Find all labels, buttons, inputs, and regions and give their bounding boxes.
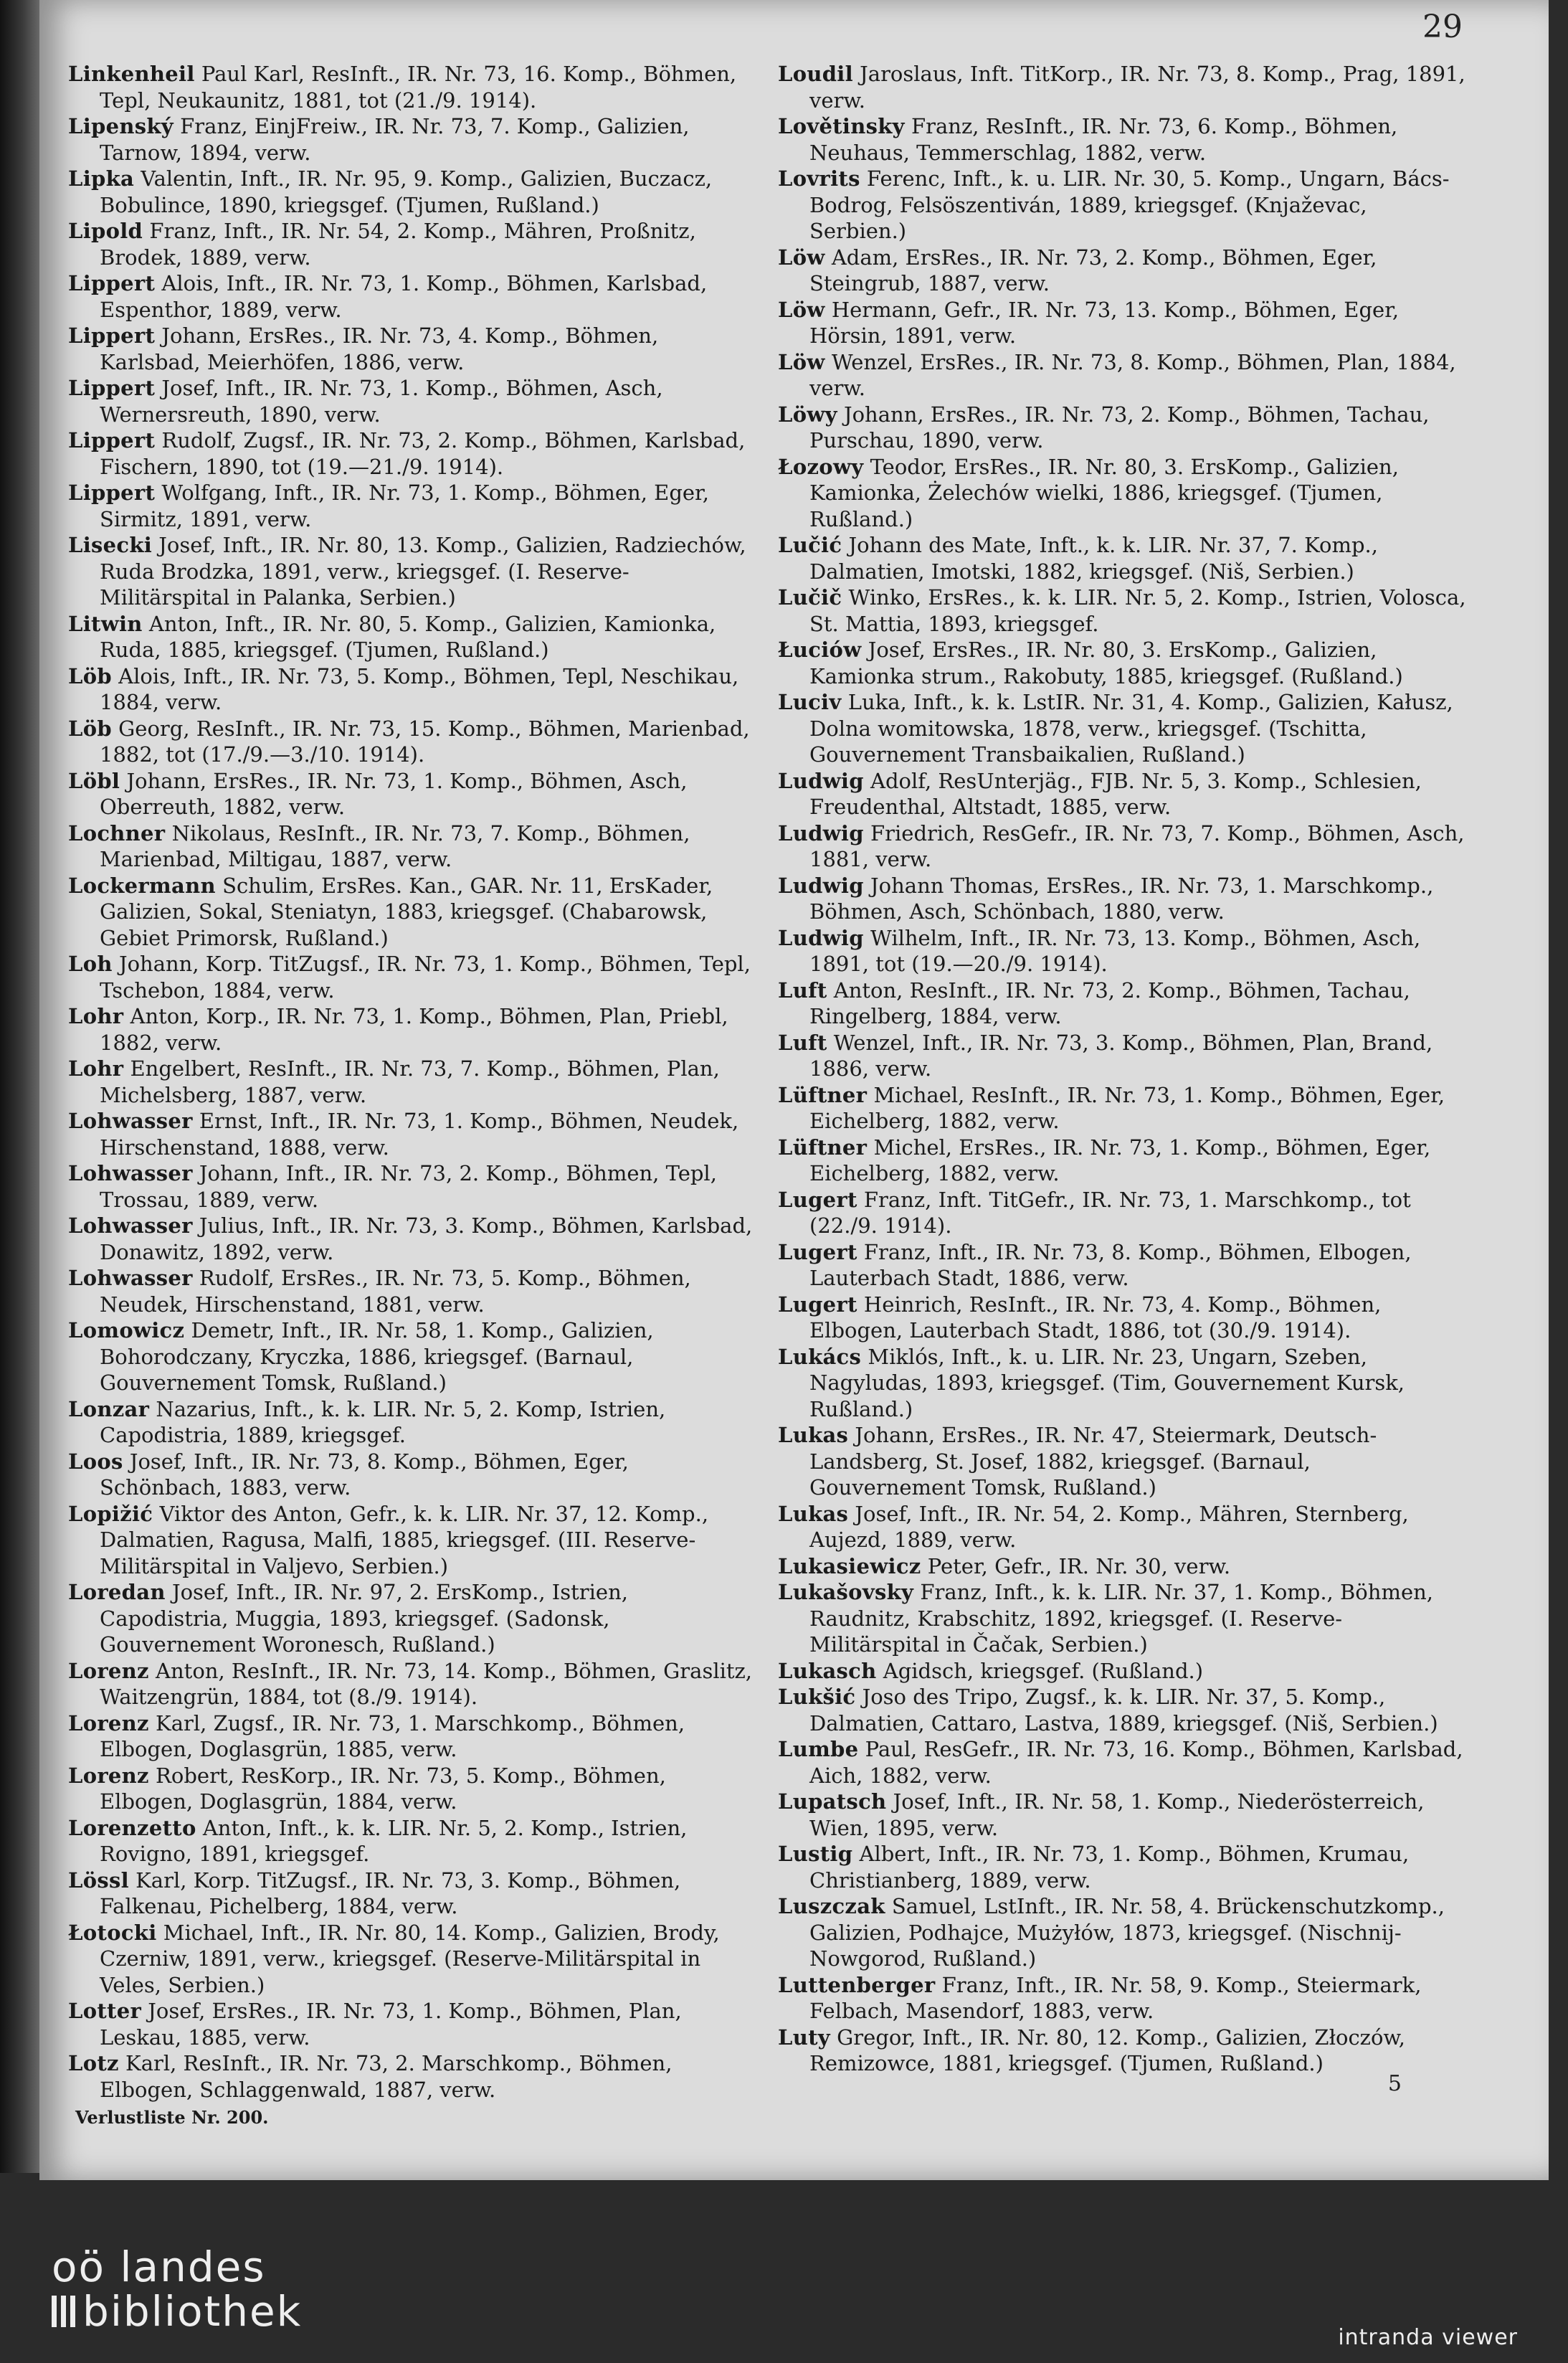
entry-surname: Lohwasser	[68, 1213, 193, 1238]
list-entry	[68, 1763, 756, 1815]
list-entry	[68, 663, 756, 716]
entry-details: Adolf, ResUnterjäg., FJB. Nr. 5, 3. Komp., Schlesien, Freudenthal, Altstadt, 1885, verw.	[809, 768, 1422, 819]
list-entry	[68, 1056, 756, 1108]
entry-details: Anton, Inft., k. k. LIR. Nr. 5, 2. Komp., Istrien, Rovigno, 1891, kriegsgef.	[100, 1815, 688, 1866]
entry-surname: Lomowicz	[68, 1318, 185, 1342]
entry-details: Alois, Inft., IR. Nr. 73, 1. Komp., Böhmen, Karlsbad, Espenthor, 1889, verw.	[100, 271, 708, 322]
list-entry	[778, 2025, 1466, 2077]
list-entry	[68, 768, 756, 820]
entry-details: Albert, Inft., IR. Nr. 73, 1. Komp., Böhmen, Krumau, Christianberg, 1889, verw.	[809, 1842, 1410, 1893]
list-entry	[68, 611, 756, 663]
entry-surname: Lössl	[68, 1867, 129, 1893]
entry-details: Michael, ResInft., IR. Nr. 73, 1. Komp., Böhmen, Eger, Eichelberg, 1882, verw.	[809, 1082, 1445, 1133]
list-entry	[778, 1422, 1466, 1501]
logo-bars-icon	[52, 2296, 75, 2327]
entry-surname: Lisecki	[68, 533, 153, 557]
entry-details: Schulim, ErsRes. Kan., GAR. Nr. 11, ErsKader, Galizien, Sokal, Steniatyn, 1883, kriegsgef. (Chabarowsk, Gebiet Primorsk, Rußland.)	[100, 873, 713, 950]
entry-details: Josef, Inft., IR. Nr. 73, 1. Komp., Böhmen, Asch, Wernersreuth, 1890, verw.	[100, 376, 663, 427]
list-entry	[68, 532, 756, 611]
entry-details: Paul Karl, ResInft., IR. Nr. 73, 16. Komp., Böhmen, Tepl, Neukaunitz, 1881, tot (21./9. 1914).	[100, 62, 737, 113]
entry-details: Nikolaus, ResInft., IR. Nr. 73, 7. Komp., Böhmen, Marienbad, Miltigau, 1887, verw.	[100, 820, 690, 871]
entry-surname: Löb	[68, 663, 112, 688]
entry-details: Johann, ErsRes., IR. Nr. 73, 2. Komp., Böhmen, Tachau, Purschau, 1890, verw.	[809, 402, 1430, 453]
logo-line-2: bibliothek	[82, 2287, 303, 2336]
left-column	[68, 61, 756, 2128]
list-entry	[68, 1396, 756, 1449]
entry-surname: Lohwasser	[68, 1161, 193, 1185]
list-entry	[68, 323, 756, 375]
entry-details: Heinrich, ResInft., IR. Nr. 73, 4. Komp., Böhmen, Elbogen, Lauterbach Stadt, 1886, tot (30./9. 1914).	[809, 1292, 1382, 1342]
entry-surname: Lotter	[68, 1999, 142, 2023]
entry-surname: Łuciów	[778, 638, 862, 662]
entry-surname: Ludwig	[778, 768, 864, 793]
list-entry	[778, 1893, 1466, 1972]
list-entry	[778, 1501, 1466, 1553]
entry-surname: Litwin	[68, 611, 143, 636]
entry-details: Karl, Zugsf., IR. Nr. 73, 1. Marschkomp., Böhmen, Elbogen, Doglasgrün, 1885, verw.	[100, 1710, 685, 1761]
entry-details: Anton, ResInft., IR. Nr. 73, 2. Komp., Böhmen, Tachau, Ringelberg, 1884, verw.	[809, 977, 1410, 1028]
list-entry	[778, 166, 1466, 245]
list-entry	[68, 1449, 756, 1501]
entry-details: Miklós, Inft., k. u. LIR. Nr. 23, Ungarn, Szeben, Nagyludas, 1893, kriegsgef. (Tim, Gouvernement Kursk, Rußland.)	[809, 1344, 1405, 1421]
entry-surname: Ludwig	[778, 820, 864, 846]
entry-details: Gregor, Inft., IR. Nr. 80, 12. Komp., Galizien, Złoczów, Remizowce, 1881, kriegsgef. (Tjumen, Rußland.)	[809, 2025, 1406, 2075]
entry-surname: Lorenz	[68, 1710, 149, 1735]
entry-surname: Lippert	[68, 323, 156, 348]
logo-line-2-wrap	[52, 2289, 302, 2334]
entry-details: Adam, ErsRes., IR. Nr. 73, 2. Komp., Böhmen, Eger, Steingrub, 1887, verw.	[809, 245, 1377, 295]
list-entry	[68, 427, 756, 480]
list-entry	[68, 1003, 756, 1056]
entry-surname: Lohwasser	[68, 1109, 193, 1133]
viewer-label[interactable]: intranda viewer	[1338, 2325, 1518, 2350]
entry-surname: Löb	[68, 716, 112, 741]
signature-mark: 5	[1387, 2070, 1402, 2096]
list-entry	[778, 1972, 1466, 2025]
entry-details: Franz, ResInft., IR. Nr. 73, 6. Komp., Böhmen, Neuhaus, Temmerschlag, 1882, verw.	[809, 114, 1398, 165]
list-entry	[68, 1998, 756, 2050]
entry-surname: Lukašovsky	[778, 1580, 914, 1604]
list-entry	[68, 1920, 756, 1999]
entry-details: Anton, ResInft., IR. Nr. 73, 14. Komp., Böhmen, Graslitz, Waitzengrün, 1884, tot (8./9. 1914).	[100, 1658, 753, 1709]
entry-surname: Loredan	[68, 1580, 166, 1604]
entry-surname: Löw	[778, 349, 825, 374]
entry-details: Franz, Inft. TitGefr., IR. Nr. 73, 1. Marschkomp., tot (22./9. 1914).	[809, 1187, 1411, 1238]
entry-details: Johann, ErsRes., IR. Nr. 73, 4. Komp., Böhmen, Karlsbad, Meierhöfen, 1886, verw.	[100, 323, 659, 374]
entry-details: Josef, Inft., IR. Nr. 73, 8. Komp., Böhmen, Eger, Schönbach, 1883, verw.	[100, 1449, 629, 1500]
list-entry	[68, 820, 756, 873]
entry-surname: Łotocki	[68, 1920, 157, 1945]
list-entry	[778, 297, 1466, 349]
entry-surname: Lipenský	[68, 114, 174, 138]
list-entry	[68, 716, 756, 768]
entry-details: Josef, ErsRes., IR. Nr. 73, 1. Komp., Böhmen, Plan, Leskau, 1885, verw.	[100, 1999, 682, 2050]
entry-details: Jaroslaus, Inft. TitKorp., IR. Nr. 73, 8. Komp., Prag, 1891, verw.	[809, 62, 1465, 113]
library-logo[interactable]	[52, 2245, 302, 2334]
entry-details: Demetr, Inft., IR. Nr. 58, 1. Komp., Galizien, Bohorodczany, Kryczka, 1886, kriegsgef. (Barnaul, Gouvernement Tomsk, Rußland.)	[100, 1318, 654, 1395]
entry-surname: Lonzar	[68, 1396, 150, 1421]
list-entry	[778, 1553, 1466, 1580]
entry-surname: Luciv	[778, 690, 842, 714]
entry-details: Franz, Inft., IR. Nr. 58, 9. Komp., Steiermark, Felbach, Masendorf, 1883, verw.	[809, 1972, 1422, 2023]
list-entry	[68, 1265, 756, 1317]
right-column	[778, 61, 1466, 2096]
entry-details: Luka, Inft., k. k. LstIR. Nr. 31, 4. Komp., Galizien, Kałusz, Dolna womitowska, 1878, verw., kriegsgef. (Tschitta, Gouvernement Transbaikalien, Rußland.)	[809, 690, 1453, 767]
entry-details: Paul, ResGefr., IR. Nr. 73, 16. Komp., Böhmen, Karlsbad, Aich, 1882, verw.	[809, 1737, 1463, 1788]
entry-details: Michael, Inft., IR. Nr. 80, 14. Komp., Galizien, Brody, Czerniw, 1891, verw., kriegsgef. (Reserve-Militärspital in Veles, Serbien.)	[100, 1920, 720, 1997]
entry-surname: Lovrits	[778, 166, 860, 191]
entry-surname: Lochner	[68, 820, 166, 846]
entry-surname: Lohr	[68, 1004, 124, 1028]
entry-details: Teodor, ErsRes., IR. Nr. 80, 3. ErsKomp., Galizien, Kamionka, Żelechów wielki, 1886, kriegsgef. (Tjumen, Rußland.)	[809, 454, 1399, 531]
list-entry	[778, 1292, 1466, 1344]
list-entry	[68, 375, 756, 427]
list-entry	[778, 1030, 1466, 1082]
list-entry	[68, 1710, 756, 1763]
entry-surname: Lovětinsky	[778, 114, 905, 138]
entry-details: Ferenc, Inft., k. u. LIR. Nr. 30, 5. Komp., Ungarn, Bács-Bodrog, Felsöszentiván, 1889, kriegsgef. (Knjaževac, Serbien.)	[809, 166, 1450, 243]
entry-surname: Luszczak	[778, 1894, 885, 1918]
entry-surname: Loudil	[778, 62, 853, 86]
entry-surname: Luft	[778, 1030, 827, 1055]
list-entry	[778, 1789, 1466, 1841]
list-entry	[778, 1579, 1466, 1658]
entry-details: Wolfgang, Inft., IR. Nr. 73, 1. Komp., Böhmen, Eger, Sirmitz, 1891, verw.	[100, 480, 709, 531]
list-entry	[68, 1160, 756, 1213]
entry-details: Johann des Mate, Inft., k. k. LIR. Nr. 37, 7. Komp., Dalmatien, Imotski, 1882, kriegsgef. (Niš, Serbien.)	[809, 533, 1378, 584]
entry-details: Julius, Inft., IR. Nr. 73, 3. Komp., Böhmen, Karlsbad, Donawitz, 1892, verw.	[100, 1213, 753, 1264]
entry-surname: Lohr	[68, 1056, 124, 1081]
entry-surname: Löwy	[778, 402, 837, 427]
list-entry	[778, 1344, 1466, 1423]
list-entry	[68, 951, 756, 1003]
list-entry	[68, 1108, 756, 1160]
entry-details: Franz, Inft., IR. Nr. 54, 2. Komp., Mähren, Proßnitz, Brodek, 1889, verw.	[100, 219, 696, 270]
entry-details: Josef, Inft., IR. Nr. 58, 1. Komp., Niederösterreich, Wien, 1895, verw.	[809, 1789, 1425, 1840]
entry-surname: Lučič	[778, 585, 842, 610]
list-entry	[68, 1867, 756, 1920]
list-entry	[778, 1684, 1466, 1736]
entry-details: Robert, ResKorp., IR. Nr. 73, 5. Komp., Böhmen, Elbogen, Doglasgrün, 1884, verw.	[100, 1763, 666, 1814]
entry-details: Rudolf, ErsRes., IR. Nr. 73, 5. Komp., Böhmen, Neudek, Hirschenstand, 1881, verw.	[100, 1266, 691, 1317]
logo-line-1: oö landes	[52, 2243, 266, 2291]
entry-surname: Lukasiewicz	[778, 1553, 921, 1578]
list-entry	[778, 1187, 1466, 1239]
list-entry	[778, 113, 1466, 166]
entry-details: Karl, ResInft., IR. Nr. 73, 2. Marschkomp., Böhmen, Elbogen, Schlaggenwald, 1887, verw.	[100, 2051, 673, 2102]
entry-surname: Lotz	[68, 2051, 119, 2075]
entry-details: Josef, Inft., IR. Nr. 54, 2. Komp., Mähren, Sternberg, Aujezd, 1889, verw.	[809, 1501, 1409, 1552]
entry-details: Nazarius, Inft., k. k. LIR. Nr. 5, 2. Komp, Istrien, Capodistria, 1889, kriegsgef.	[100, 1396, 666, 1447]
list-entry	[778, 768, 1466, 820]
entry-details: Alois, Inft., IR. Nr. 73, 5. Komp., Böhmen, Tepl, Neschikau, 1884, verw.	[100, 663, 739, 714]
entry-surname: Łozowy	[778, 454, 864, 479]
list-entry	[68, 1501, 756, 1580]
entry-surname: Löw	[778, 297, 825, 322]
entry-details: Viktor des Anton, Gefr., k. k. LIR. Nr. 37, 12. Komp., Dalmatien, Ragusa, Malfi, 1885, kriegsgef. (III. Reserve-Militärspital in Valjevo, Serbien.)	[100, 1501, 709, 1578]
entry-surname: Lugert	[778, 1239, 857, 1264]
entry-details: Engelbert, ResInft., IR. Nr. 73, 7. Komp., Böhmen, Plan, Michelsberg, 1887, verw.	[100, 1056, 720, 1107]
entry-details: Johann Thomas, ErsRes., IR. Nr. 73, 1. Marschkomp., Böhmen, Asch, Schönbach, 1880, verw.	[809, 873, 1434, 924]
list-entry	[778, 873, 1466, 925]
list-entry	[778, 402, 1466, 454]
entry-surname: Lupatsch	[778, 1789, 887, 1814]
entry-surname: Lukšić	[778, 1685, 856, 1709]
list-entry	[68, 1815, 756, 1867]
list-entry	[778, 61, 1466, 113]
entry-details: Friedrich, ResGefr., IR. Nr. 73, 7. Komp., Böhmen, Asch, 1881, verw.	[809, 820, 1465, 871]
entry-surname: Lukasch	[778, 1658, 877, 1683]
entry-details: Johann, Korp. TitZugsf., IR. Nr. 73, 1. Komp., Böhmen, Tepl, Tschebon, 1884, verw.	[100, 952, 751, 1003]
list-entry	[68, 1579, 756, 1658]
entry-details: Josef, Inft., IR. Nr. 80, 13. Komp., Galizien, Radziechów, Ruda Brodzka, 1891, verw., kriegsgef. (I. Reserve-Militärspital in Palanka, Serbien.)	[100, 533, 746, 610]
list-entry	[778, 1736, 1466, 1789]
entry-details: Peter, Gefr., IR. Nr. 30, verw.	[927, 1553, 1231, 1578]
list-entry	[68, 873, 756, 952]
footer-label: Verlustliste Nr. 200.	[75, 2107, 269, 2128]
entry-surname: Lustig	[778, 1842, 853, 1866]
list-entry	[778, 1658, 1466, 1685]
entry-details: Johann, Inft., IR. Nr. 73, 2. Komp., Böhmen, Tepl, Trossau, 1889, verw.	[100, 1161, 717, 1212]
list-entry	[68, 270, 756, 323]
list-entry	[778, 820, 1466, 873]
entry-surname: Loh	[68, 952, 113, 976]
entry-surname: Lipka	[68, 166, 135, 191]
list-entry	[778, 1841, 1466, 1893]
entry-details: Michel, ErsRes., IR. Nr. 73, 1. Komp., Böhmen, Eger, Eichelberg, 1882, verw.	[809, 1135, 1431, 1185]
list-entry	[778, 349, 1466, 402]
entry-surname: Löbl	[68, 768, 120, 793]
entry-surname: Löw	[778, 245, 825, 270]
entry-surname: Lippert	[68, 480, 156, 505]
list-entry	[778, 1082, 1466, 1135]
entry-details: Karl, Korp. TitZugsf., IR. Nr. 73, 3. Komp., Böhmen, Falkenau, Pichelberg, 1884, verw.	[100, 1867, 681, 1918]
list-entry	[68, 166, 756, 218]
entry-details: Josef, ErsRes., IR. Nr. 80, 3. ErsKomp., Galizien, Kamionka strum., Rakobuty, 1885, kriegsgef. (Rußland.)	[809, 638, 1403, 688]
entry-details: Wilhelm, Inft., IR. Nr. 73, 13. Komp., Böhmen, Asch, 1891, tot (19.—20./9. 1914).	[809, 925, 1421, 976]
entry-details: Franz, Inft., k. k. LIR. Nr. 37, 1. Komp., Böhmen, Raudnitz, Krabschitz, 1892, kriegsgef. (I. Reserve-Militärspital in Čačak, Serbien.)	[809, 1580, 1434, 1657]
entry-surname: Lorenzetto	[68, 1815, 196, 1840]
list-entry	[778, 245, 1466, 297]
entry-surname: Lumbe	[778, 1737, 859, 1761]
entry-details: Anton, Korp., IR. Nr. 73, 1. Komp., Böhmen, Plan, Priebl, 1882, verw.	[100, 1004, 728, 1055]
list-entry	[778, 454, 1466, 533]
entry-surname: Lockermann	[68, 873, 216, 898]
entry-details: Ernst, Inft., IR. Nr. 73, 1. Komp., Böhmen, Neudek, Hirschenstand, 1888, verw.	[100, 1109, 739, 1160]
page-number: 29	[1422, 9, 1463, 45]
list-entry	[68, 218, 756, 270]
list-entry	[778, 925, 1466, 977]
entry-details: Anton, Inft., IR. Nr. 80, 5. Komp., Galizien, Kamionka, Ruda, 1885, kriegsgef. (Tjumen, Rußland.)	[100, 611, 716, 662]
entry-surname: Loos	[68, 1449, 123, 1474]
entry-surname: Lukács	[778, 1344, 862, 1369]
entry-details: Franz, Inft., IR. Nr. 73, 8. Komp., Böhmen, Elbogen, Lauterbach Stadt, 1886, verw.	[809, 1239, 1412, 1290]
list-entry	[68, 113, 756, 166]
entry-surname: Lukas	[778, 1423, 849, 1447]
entry-details: Georg, ResInft., IR. Nr. 73, 15. Komp., Böhmen, Marienbad, 1882, tot (17./9.—3./10. 1914).	[100, 716, 750, 767]
entry-surname: Lugert	[778, 1187, 857, 1212]
entry-surname: Lukas	[778, 1501, 849, 1526]
list-entry	[68, 1213, 756, 1265]
entry-details: Valentin, Inft., IR. Nr. 95, 9. Komp., Galizien, Buczacz, Bobulince, 1890, kriegsgef. (Tjumen, Rußland.)	[100, 166, 713, 217]
list-entry	[68, 1317, 756, 1396]
entry-details: Agidsch, kriegsgef. (Rußland.)	[883, 1658, 1204, 1683]
entry-surname: Ludwig	[778, 925, 864, 950]
list-entry	[778, 532, 1466, 584]
entry-surname: Lippert	[68, 271, 156, 295]
entry-details: Samuel, LstInft., IR. Nr. 58, 4. Brückenschutzkomp., Galizien, Podhajce, Mużyłów, 1873, kriegsgef. (Nischnij-Nowgorod, Rußland.)	[809, 1894, 1445, 1971]
entry-surname: Lippert	[68, 376, 156, 400]
list-entry	[778, 1135, 1466, 1187]
entry-details: Wenzel, ErsRes., IR. Nr. 73, 8. Komp., Böhmen, Plan, 1884, verw.	[809, 349, 1456, 400]
entry-details: Joso des Tripo, Zugsf., k. k. LIR. Nr. 37, 5. Komp., Dalmatien, Cattaro, Lastva, 1889, kriegsgef. (Niš, Serbien.)	[809, 1685, 1438, 1735]
entry-surname: Lipold	[68, 219, 143, 243]
entry-surname: Lugert	[778, 1292, 857, 1317]
entry-details: Josef, Inft., IR. Nr. 97, 2. ErsKomp., Istrien, Capodistria, Muggia, 1893, kriegsgef. (Sadonsk, Gouvernement Woronesch, Rußland.)	[100, 1580, 628, 1657]
list-entry	[68, 480, 756, 532]
entry-surname: Lüftner	[778, 1135, 868, 1160]
entry-surname: Linkenheil	[68, 62, 195, 86]
list-entry	[778, 637, 1466, 689]
list-entry	[778, 689, 1466, 768]
entry-surname: Luttenberger	[778, 1972, 936, 1997]
entry-details: Winko, ErsRes., k. k. LIR. Nr. 5, 2. Komp., Istrien, Volosca, St. Mattia, 1893, kriegsgef.	[809, 585, 1466, 636]
entry-details: Wenzel, Inft., IR. Nr. 73, 3. Komp., Böhmen, Plan, Brand, 1886, verw.	[809, 1030, 1433, 1081]
entry-surname: Lučić	[778, 533, 842, 557]
document-page	[39, 0, 1549, 2180]
list-entry	[778, 1239, 1466, 1292]
list-entry	[778, 977, 1466, 1030]
entry-details: Franz, EinjFreiw., IR. Nr. 73, 7. Komp., Galizien, Tarnow, 1894, verw.	[100, 114, 690, 165]
entry-surname: Luft	[778, 977, 827, 1003]
entry-surname: Ludwig	[778, 873, 864, 898]
entry-details: Johann, ErsRes., IR. Nr. 47, Steiermark, Deutsch-Landsberg, St. Josef, 1882, kriegsgef. (Barnaul, Gouvernement Tomsk, Rußland.)	[809, 1423, 1377, 1500]
entry-surname: Lorenz	[68, 1763, 149, 1788]
entry-surname: Luty	[778, 2025, 830, 2050]
entry-surname: Lippert	[68, 428, 156, 453]
list-entry	[68, 2050, 756, 2103]
list-entry	[778, 584, 1466, 637]
entry-surname: Lüftner	[778, 1082, 868, 1107]
list-entry	[68, 61, 756, 113]
entry-details: Johann, ErsRes., IR. Nr. 73, 1. Komp., Böhmen, Asch, Oberreuth, 1882, verw.	[100, 768, 688, 819]
list-entry	[68, 1658, 756, 1710]
entry-details: Hermann, Gefr., IR. Nr. 73, 13. Komp., Böhmen, Eger, Hörsin, 1891, verw.	[809, 297, 1400, 348]
entry-surname: Lopižić	[68, 1501, 153, 1526]
entry-surname: Lohwasser	[68, 1266, 193, 1290]
entry-details: Rudolf, Zugsf., IR. Nr. 73, 2. Komp., Böhmen, Karlsbad, Fischern, 1890, tot (19.—21./9. 1914).	[100, 428, 746, 479]
entry-surname: Lorenz	[68, 1658, 149, 1683]
